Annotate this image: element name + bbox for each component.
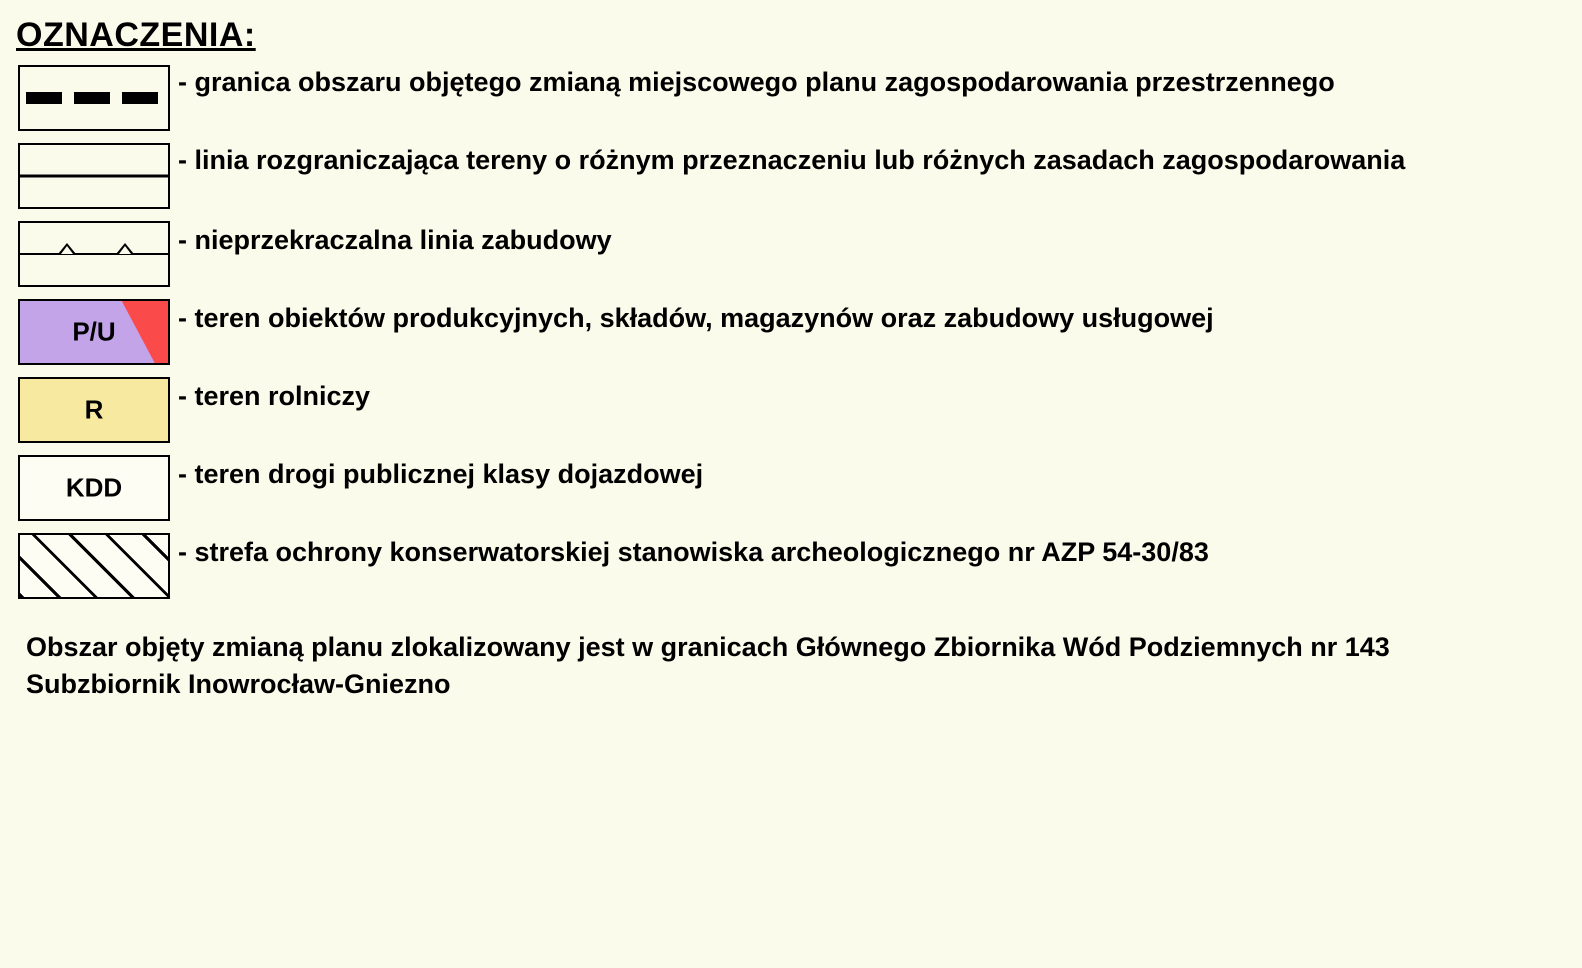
legend-item xyxy=(8,143,1582,209)
legend-item-label: - teren rolniczy xyxy=(178,381,371,411)
building-line-with-triangles-icon xyxy=(18,221,170,287)
swatch-code-label: R xyxy=(84,394,104,425)
legend-swatch-wrap xyxy=(8,299,178,365)
legend-entry-list xyxy=(8,65,1582,611)
legend-swatch-wrap xyxy=(8,377,178,443)
swatch-code-label: KDD xyxy=(65,472,123,503)
triangle-marker-inner xyxy=(61,246,73,254)
archaeological-protection-hatch-icon xyxy=(18,533,170,599)
solid-division-line-icon xyxy=(18,143,170,209)
legend-item-label: - teren drogi publicznej klasy dojazdowej xyxy=(178,459,704,489)
solid-line-shape xyxy=(20,175,168,178)
legend-swatch-wrap xyxy=(8,455,178,521)
legend-item-label: - linia rozgraniczająca tereny o różnym przeznaczeniu lub różnych zasadach zagospodarowania xyxy=(178,145,1406,175)
legend-footer-note: Obszar objęty zmianą planu zlokalizowany jest w granicach Głównego Zbiornika Wód Podziemnych nr 143 Subzbiornik Inowrocław-Gniezno xyxy=(26,632,1390,700)
legend-item xyxy=(8,533,1582,599)
legend-swatch-wrap xyxy=(8,65,178,131)
area-production-services-icon xyxy=(18,299,170,365)
page-title: OZNACZENIA: xyxy=(16,16,256,54)
legend-swatch-wrap xyxy=(8,533,178,599)
dash-line-shape xyxy=(26,92,162,104)
area-agricultural-icon xyxy=(18,377,170,443)
dashed-boundary-line-icon xyxy=(18,65,170,131)
legend-swatch-wrap xyxy=(8,143,178,209)
legend-item xyxy=(8,299,1582,365)
legend-item xyxy=(8,65,1582,131)
legend-item xyxy=(8,221,1582,287)
legend-item-label: - strefa ochrony konserwatorskiej stanowiska archeologicznego nr AZP 54-30/83 xyxy=(178,537,1209,567)
legend-item xyxy=(8,377,1582,443)
legend-item-label: - teren obiektów produkcyjnych, składów, magazynów oraz zabudowy usługowej xyxy=(178,303,1214,333)
building-line-shape xyxy=(20,253,168,255)
legend-item-label: - nieprzekraczalna linia zabudowy xyxy=(178,225,612,255)
triangle-marker-inner xyxy=(119,246,131,254)
swatch-code-label: P/U xyxy=(72,316,116,347)
legend-item-label: - granica obszaru objętego zmianą miejscowego planu zagospodarowania przestrzennego xyxy=(178,67,1335,97)
area-access-road-icon xyxy=(18,455,170,521)
legend-item xyxy=(8,455,1582,521)
legend-swatch-wrap xyxy=(8,221,178,287)
